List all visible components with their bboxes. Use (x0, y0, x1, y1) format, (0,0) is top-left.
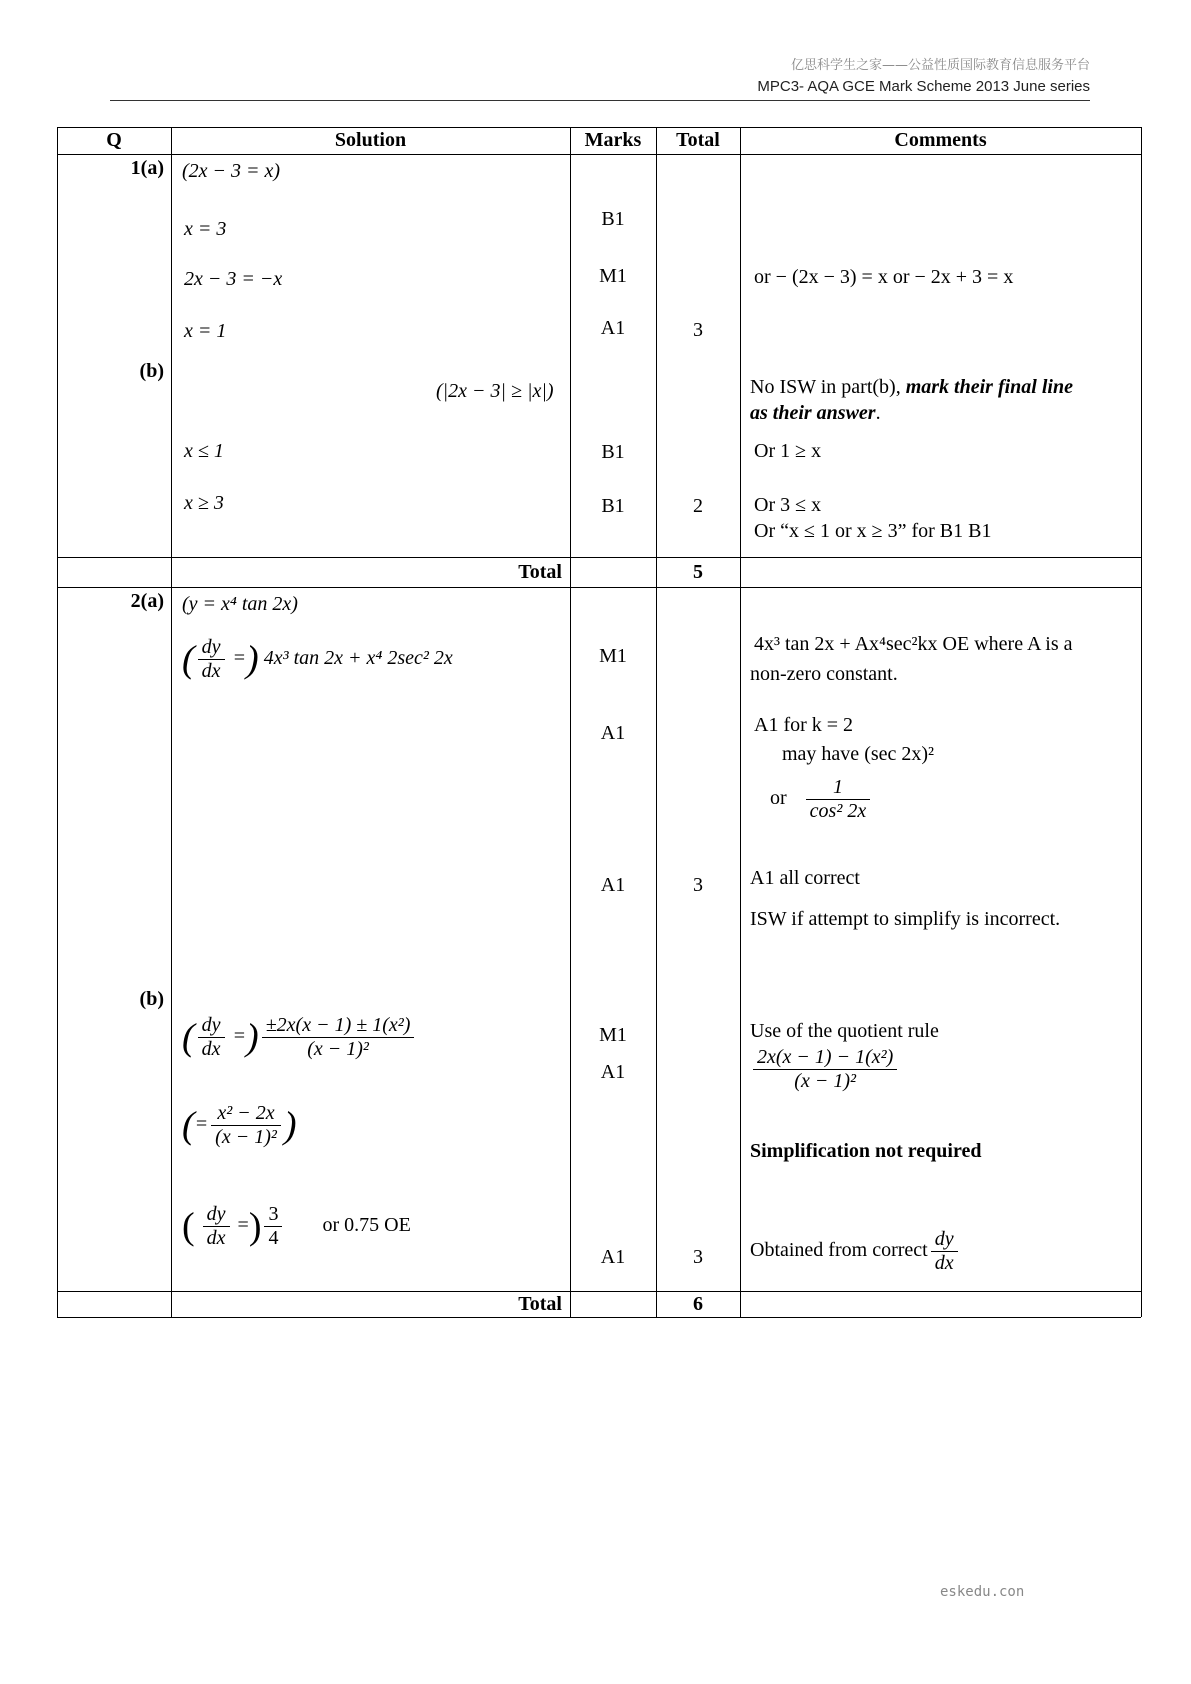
col-rule-right (1141, 127, 1142, 1317)
q2-comment-3: may have (sec 2x)² (782, 743, 935, 765)
q1-solution-line-5: (|2x − 3| ≥ |x|) (436, 380, 554, 402)
q1-mark-2: M1 (599, 265, 627, 287)
total-1-label: Total (518, 561, 562, 583)
q2-comment-10-num: dy (931, 1228, 958, 1252)
q2-derivative: 4x³ tan 2x + x⁴ 2sec² 2x (263, 647, 453, 670)
q1-comment-4: Or 3 ≤ x (754, 494, 822, 516)
q1-solution-line-6: x ≤ 1 (184, 440, 224, 462)
q1-mark-5: B1 (601, 495, 625, 517)
q2-comment-6: ISW if attempt to simplify is incorrect. (750, 908, 1061, 930)
q2-comment-4-den: cos² 2x (809, 800, 867, 822)
q2-mark-5: A1 (600, 1061, 626, 1083)
q1-comment-5: Or “x ≤ 1 or x ≥ 3” for B1 B1 (754, 520, 992, 542)
q2-comment-8-num: 2x(x − 1) − 1(x²) (753, 1046, 897, 1070)
q2-simplified-num: x² − 2x (211, 1102, 281, 1126)
col-header-q: Q (106, 129, 122, 151)
q1-comment-3: Or 1 ≥ x (754, 440, 822, 462)
q2-comment-1a: 4x³ tan 2x + Ax⁴sec²kx OE where A is a (754, 633, 1073, 655)
col-rule-q (171, 127, 172, 1317)
q2-solution-line-3: ( $\frac{dy}{dx}$ =) $\frac{\text{±2x(x − 1) ± 1(x²)}}{\text{(x − 1)²}}$ (182, 1014, 417, 1061)
q1-end-rule (57, 557, 1141, 558)
col-header-solution: Solution (334, 129, 407, 151)
q2-dx: dx (201, 660, 221, 682)
q2-mark-1: M1 (599, 645, 627, 667)
site-header: 亿思科学生之家——公益性质国际教育信息服务平台 (790, 58, 1090, 73)
table-border-top (57, 127, 1141, 128)
q2b-total: 3 (693, 1246, 703, 1268)
q1-mark-3: A1 (600, 317, 626, 339)
q2-comment-4 (770, 776, 873, 823)
q2-end-rule (57, 1291, 1141, 1292)
col-rule-left (57, 127, 58, 1317)
header-rule (110, 100, 1090, 101)
q2-mark-6: A1 (600, 1246, 626, 1268)
q2-answer-den: 4 (268, 1227, 279, 1249)
q1-comment-2 (750, 376, 1073, 399)
col-header-total: Total (676, 129, 720, 151)
q1-mark-1: B1 (601, 208, 625, 230)
q2-answer-decimal: or 0.75 OE (322, 1214, 411, 1237)
q1-solution-line-2: x = 3 (184, 218, 227, 240)
q2-simplified-den: (x − 1)² (215, 1126, 277, 1148)
q1-solution-line-3: 2x − 3 = −x (184, 268, 283, 290)
col-header-marks: Marks (584, 129, 642, 151)
q1-solution-line-1: (2x − 3 = x) (182, 160, 281, 182)
q2a-total: 3 (693, 874, 703, 896)
q2-answer-num: 3 (264, 1203, 282, 1227)
q1-comment-2a: No ISW in part(b), (750, 376, 901, 398)
q1-comment-2b: mark their final line (905, 376, 1073, 398)
header-row-rule (57, 154, 1141, 155)
document-title: MPC3- AQA GCE Mark Scheme 2013 June series (757, 78, 1090, 95)
q2-comment-10-text: Obtained from correct (750, 1239, 928, 1262)
total-2-value: 6 (693, 1293, 703, 1315)
q2b-label: (b) (139, 988, 164, 1010)
q2-dy: dy (198, 636, 225, 660)
q2-solution-line-4: (= $\frac{\text{x² − 2x}}{\text{(x − 1)²}}$ ) (182, 1102, 297, 1148)
footer-watermark: eskedu.con (940, 1584, 1025, 1600)
q2-comment-1b: non-zero constant. (750, 663, 898, 685)
q2-solution-line-5: ( $\frac{dy}{dx}$ =) $\frac{3}{4}$ or 0.75 OE (182, 1203, 411, 1249)
q1b-total: 2 (693, 495, 703, 517)
q2-comment-4-num: 1 (806, 776, 871, 800)
q2-solution-line-1: (y = x⁴ tan 2x) (182, 593, 298, 615)
q2-quotient-den: (x − 1)² (307, 1038, 369, 1060)
q2-comment-5: A1 all correct (750, 867, 860, 889)
col-rule-total (740, 127, 741, 1317)
q2-comment-7: Use of the quotient rule (750, 1020, 939, 1042)
q1-solution-line-4: x = 1 (184, 320, 227, 342)
q2a-label: 2(a) (130, 590, 164, 612)
q1a-label: 1(a) (130, 157, 164, 179)
q2-mark-2: A1 (600, 722, 626, 744)
q2-comment-2: A1 for k = 2 (754, 714, 854, 736)
total1-end-rule (57, 587, 1141, 588)
q2-mark-4: M1 (599, 1024, 627, 1046)
q2-comment-8-den: (x − 1)² (794, 1070, 856, 1092)
q2-comment-4-or: or (770, 787, 787, 810)
q2-mark-3: A1 (600, 874, 626, 896)
total-1-value: 5 (693, 561, 703, 583)
q1-comment-2c: as their answer (750, 402, 876, 424)
col-header-comments: Comments (894, 129, 987, 151)
q2-solution-line-2: ( $\frac{dy}{dx}$ =) 4x³ tan 2x + x⁴ 2sec² 2x (182, 636, 453, 682)
q1b-label: (b) (139, 360, 164, 382)
q1a-total: 3 (693, 319, 703, 341)
q2-comment-10-den: dx (934, 1252, 954, 1274)
q2-quotient-num: ±2x(x − 1) ± 1(x²) (262, 1014, 415, 1038)
table-border-bottom (57, 1317, 1141, 1318)
q1-solution-line-7: x ≥ 3 (184, 492, 224, 514)
q2-comment-8 (750, 1046, 900, 1093)
q2-comment-9: Simplification not required (750, 1140, 982, 1162)
q1-comment-1: or − (2x − 3) = x or − 2x + 3 = x (754, 266, 1014, 288)
col-rule-marks (656, 127, 657, 1317)
q1-mark-4: B1 (601, 441, 625, 463)
total-2-label: Total (518, 1293, 562, 1315)
q2-comment-10 (750, 1228, 961, 1275)
q1-comment-2-cont: as their answer. (750, 402, 881, 424)
